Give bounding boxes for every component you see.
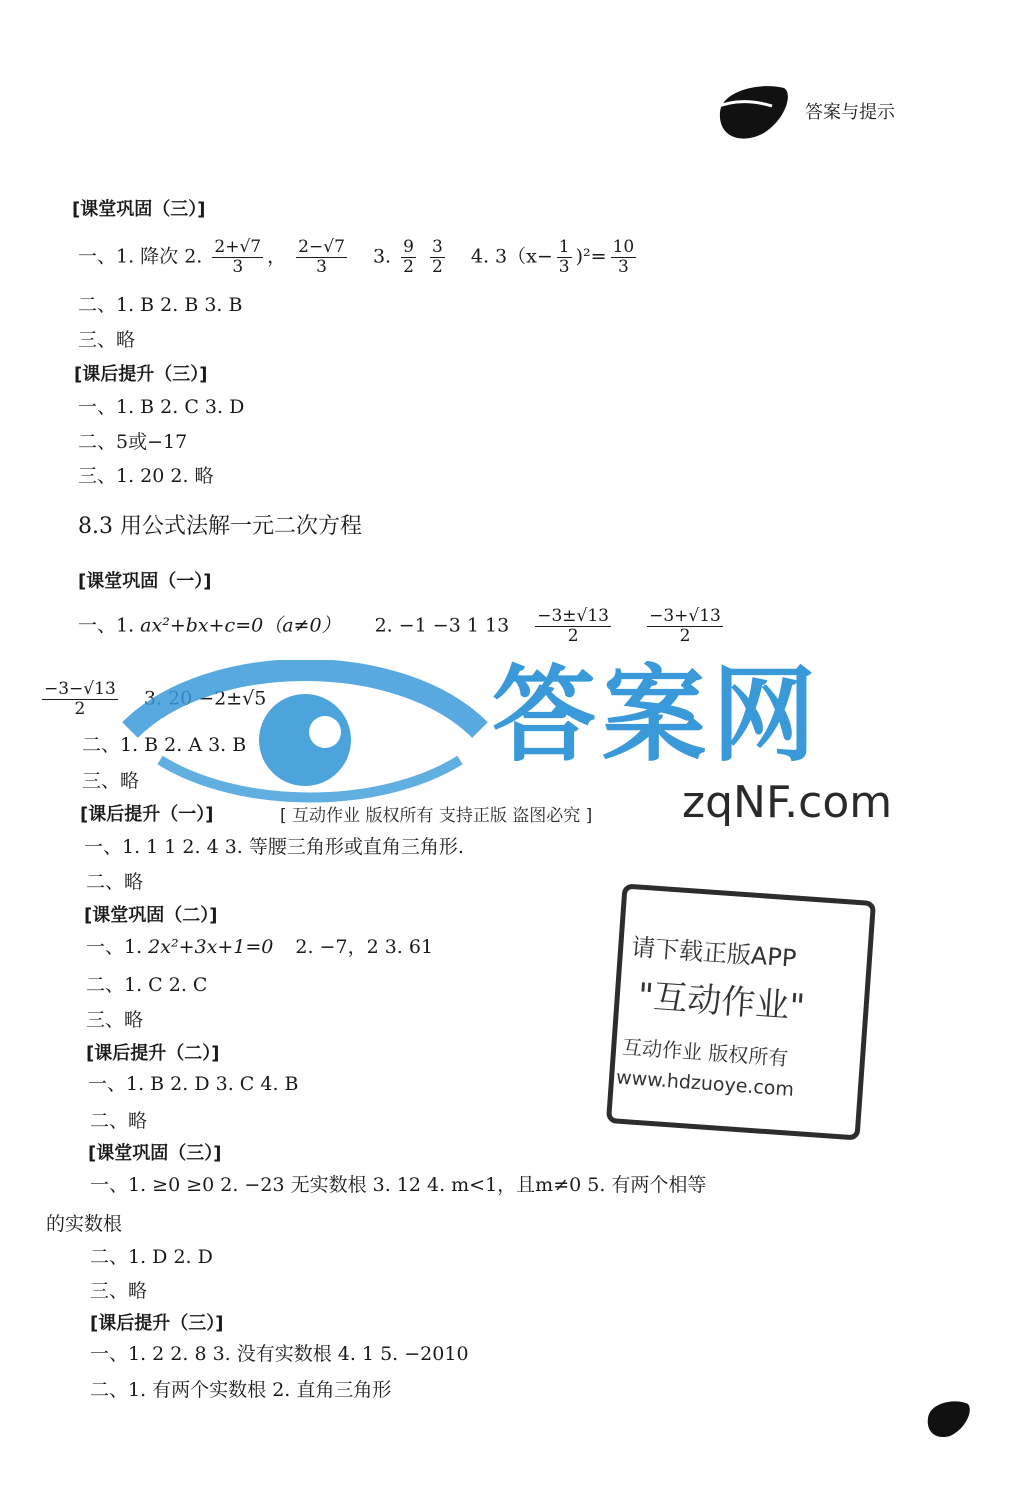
watermark-logo-text: 答案网 [492,654,823,776]
header-title: 答案与提示 [805,102,895,123]
ink-blob-icon [924,1398,972,1440]
section-heading: [课堂巩固（三）] [88,1143,222,1164]
answer-line: 一、1. ≥0 ≥0 2. −23 无实数根 3. 12 4. m<1，且m≠0 5. 有两个相等 [90,1174,707,1196]
section-heading: [课后提升（二）] [86,1043,220,1064]
answer-line: 二、1. B 2. B 3. B [78,294,243,316]
section-heading: [课后提升（三）] [74,364,208,385]
answer-line: 三、略 [82,770,140,792]
watermark-url: zqNF.com [682,777,893,828]
stamp-line: 互动作业 版权所有 [621,1034,790,1071]
section-heading: [课后提升（一）] [80,804,214,825]
answer-line: 三、略 [90,1280,148,1302]
answer-line: 二、1. B 2. A 3. B [82,734,247,756]
answer-line: 一、1. B 2. C 3. D [78,396,245,418]
answer-line: 三、1. 20 2. 略 [78,465,214,487]
answer-line: 三、略 [78,329,136,351]
answer-line: 一、1. B 2. D 3. C 4. B [88,1073,299,1095]
ink-blob-icon [712,82,792,152]
answer-line: 二、5或−17 [78,431,188,453]
copyright-stamp [606,883,876,1140]
watermark-notice: [ 互动作业 版权所有 支持正版 盗图必究 ] [280,806,593,826]
answer-line: 一、1. 2 2. 8 3. 没有实数根 4. 1 5. −2010 [90,1343,469,1365]
answer-line: 一、1. 降次 2. $\frac{2+√7}{3}$ ， $\frac{2-√7}{3}$ 3. $\frac{9}{2}$ $\frac{3}{2}$ 4. 3（x− $\frac{1}{3}$ )²= $\frac{10}{3}$ [78,237,635,277]
section-heading: [课堂巩固（三）] [72,199,206,220]
section-heading: [课堂巩固（一）] [78,571,212,592]
stamp-line: 请下载正版APP [630,933,798,973]
stamp-line: www.hdzuoye.com [615,1066,795,1101]
answer-line: 一、1. ax²+bx+c=0（a≠0） 2. −1 −3 1 13 $\frac{-3\pm√13}{2}$ $\frac{-3+√13}{2}$ [78,606,721,646]
answer-line: 二、略 [90,1110,148,1132]
answer-line: 二、略 [86,871,144,893]
section-title: 8.3 用公式法解一元二次方程 [78,514,362,539]
answer-line: 的实数根 [46,1213,123,1235]
section-heading: [课堂巩固（二）] [84,905,218,926]
eye-logo-icon [120,660,490,810]
stamp-line: "互动作业" [636,975,807,1028]
answer-line: $\frac{-3-√13}{2}$ 3. 20 −2±√5 [44,679,267,719]
answer-line: 一、1. 2x²+3x+1=0 2. −7，2 3. 61 [86,936,434,958]
answer-line: 三、略 [86,1009,144,1031]
answer-line: 一、1. 1 1 2. 4 3. 等腰三角形或直角三角形. [84,836,464,858]
answer-line: 二、1. C 2. C [86,974,208,996]
answer-line: 二、1. 有两个实数根 2. 直角三角形 [90,1379,392,1401]
answer-line: 二、1. D 2. D [90,1246,213,1268]
section-heading: [课后提升（三）] [90,1313,224,1334]
